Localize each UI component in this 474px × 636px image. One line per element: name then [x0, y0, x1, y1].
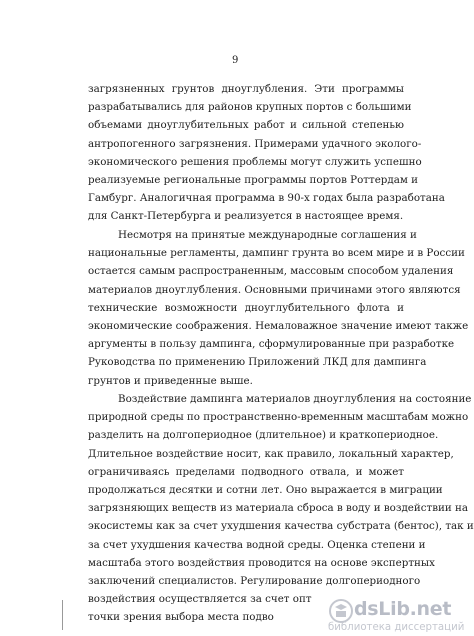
- text-line: воздействия осуществляется за счет опт: [88, 593, 312, 606]
- text-line: материалов дноуглубления. Основными причинами этого являются: [88, 283, 461, 296]
- text-line: масштаба этого воздействия проводится на основе экспертных: [88, 556, 435, 569]
- text-line: антропогенного загрязнения. Примерами удачного эколого-: [88, 137, 422, 150]
- paragraph-2: [88, 226, 469, 390]
- text-line: аргументы в пользу дампинга, сформулированные при разработке: [88, 338, 455, 351]
- text-line: загрязняющих веществ из материала сброса в воду и воздействии на: [88, 502, 468, 515]
- dslib-logo-icon: [328, 598, 354, 624]
- text-line: Несмотря на принятые международные соглашения и: [118, 229, 417, 241]
- watermark: [328, 598, 465, 636]
- text-line: ограничиваясь пределами подводного отвала, и может: [88, 465, 404, 478]
- page-number: 9: [232, 55, 239, 66]
- text-line: реализуемые региональные программы портов Роттердам и: [88, 173, 418, 186]
- text-line: точки зрения выбора места подво: [88, 611, 274, 624]
- text-line: технические возможности дноуглубительного флота и: [88, 301, 404, 314]
- text-line: для Санкт-Петербурга и реализуется в настоящее время.: [88, 210, 404, 223]
- text-line: Гамбург. Аналогичная программа в 90-х годах была разработана: [88, 192, 445, 205]
- watermark-title: dsLib.net: [354, 598, 452, 620]
- watermark-subtitle: библиотека диссертаций: [328, 622, 465, 633]
- text-line: экономического решения проблемы могут служить успешно: [88, 155, 422, 168]
- text-line: за счет ухудшения качества водной среды. Оценка степени и: [88, 538, 426, 551]
- text-line: экономические соображения. Немаловажное значение имеют также: [88, 319, 469, 332]
- text-line: загрязненных грунтов дноуглубления. Эти программы: [88, 83, 404, 95]
- text-line: Длительное воздействие носит, как правило, локальный характер,: [88, 447, 454, 460]
- paragraph-3: [88, 390, 474, 626]
- text-line: объемами дноуглубительных работ и сильной степенью: [88, 119, 404, 132]
- text-line: заключений специалистов. Регулирование долгопериодного: [88, 574, 421, 587]
- text-line: Воздействие дампинга материалов дноуглубления на состояние: [118, 393, 472, 405]
- text-line: природной среды по пространственно-временным масштабам можно: [88, 411, 469, 424]
- text-line: грунтов и приведенные выше.: [88, 374, 253, 387]
- text-line: продолжаться десятки и сотни лет. Оно выражается в миграции: [88, 483, 443, 496]
- text-line: национальные регламенты, дампинг грунта во всем мире и в России: [88, 247, 465, 260]
- margin-line: [62, 600, 63, 630]
- text-line: Руководства по применению Приложений ЛКД для дампинга: [88, 356, 427, 369]
- paragraph-1: [88, 80, 445, 226]
- text-line: разделить на долгопериодное (длительное) и краткопериодное.: [88, 429, 439, 442]
- text-line: разрабатывались для районов крупных портов с большими: [88, 101, 412, 114]
- text-line: экосистемы как за счет ухудшения качества субстрата (бентос), так и: [88, 520, 474, 533]
- text-line: остается самым распространенным, массовым способом удаления: [88, 265, 454, 278]
